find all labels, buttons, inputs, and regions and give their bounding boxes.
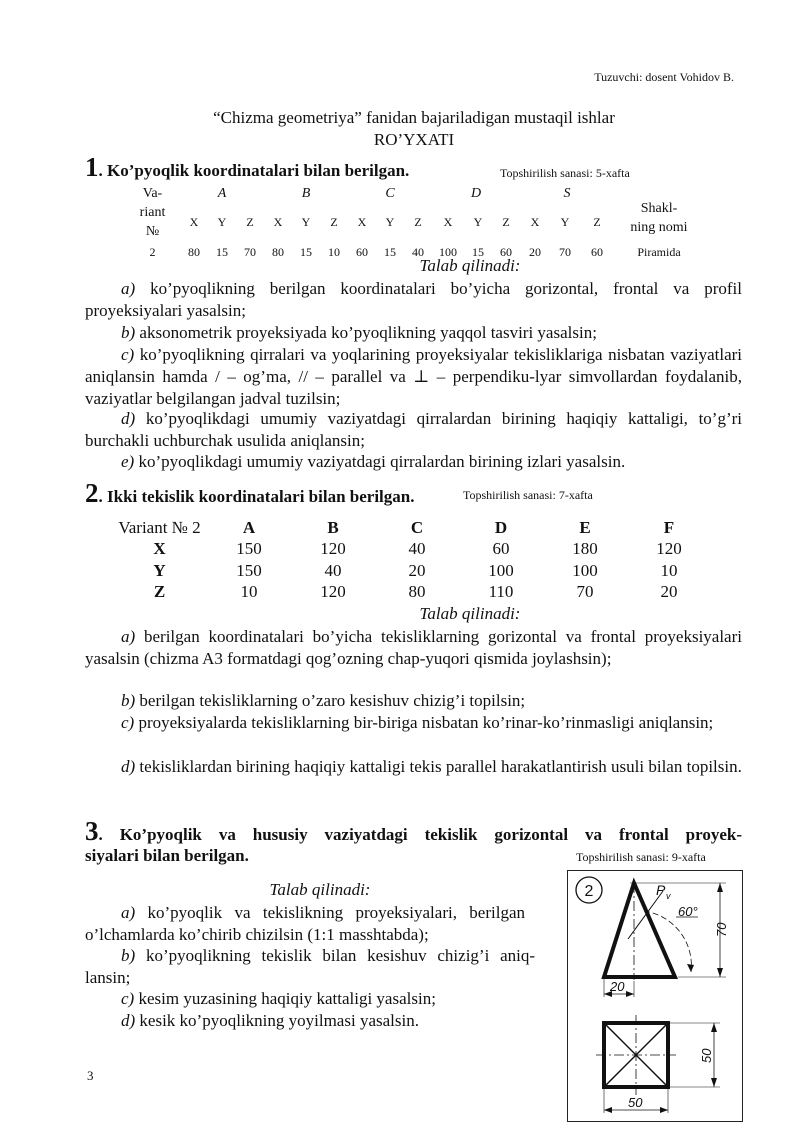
column-header: F	[663, 517, 675, 537]
table-header-row	[112, 517, 711, 539]
table-cell: 100	[572, 560, 598, 580]
section3-item-b: b) ko’pyoqlikning tekislik bilan kesishuv chizig’i aniq-lansin;	[85, 946, 535, 987]
section2-item-c: c) proyeksiyalarda tekisliklarning bir-biriga nisbatan ko’rinar-ko’rinmasligi aniqlansin;	[121, 713, 714, 732]
section2-number: 2	[85, 478, 99, 508]
shape-value: Piramida	[637, 244, 681, 259]
table-cell: 70	[244, 244, 256, 259]
section3-item-a: a) ko’pyoqlik va tekislikning proyeksiyalari, berilgan o’lchamlarda ko’chirib chizilsin (1:1 masshtabda);	[85, 903, 525, 944]
section1-required: Talab qilinadi:	[419, 256, 521, 275]
bottom-label: 50	[628, 1095, 643, 1110]
table-cell: 60	[492, 539, 510, 559]
section3-title-line1: . Ko’pyoqlik va hususiy vaziyatdagi tekislik gorizontal va frontal proyek-	[98, 825, 742, 844]
column-header: A	[242, 517, 256, 537]
section1-heading	[85, 152, 409, 183]
table-cell: 80	[408, 582, 426, 602]
row-label: Y	[153, 560, 166, 580]
section2-required: Talab qilinadi:	[419, 604, 521, 623]
variant-value: 2	[149, 244, 156, 259]
section2-title: . Ikki tekislik koordinatalari bilan berilgan.	[98, 487, 415, 506]
variant-header: Variant № 2	[118, 517, 201, 537]
section3-deadline: Topshirilish sanasi: 9-xafta	[576, 850, 706, 864]
table-cell: 10	[660, 560, 678, 580]
table-row	[112, 539, 711, 561]
axis-z: Z	[502, 215, 510, 230]
section3-heading-line1	[85, 816, 742, 847]
figure-variant: 2	[584, 883, 594, 900]
point-s-header: S	[563, 186, 571, 202]
section2-deadline: Topshirilish sanasi: 7-xafta	[463, 488, 593, 502]
table-cell: 70	[576, 582, 594, 602]
axis-z: Z	[246, 215, 254, 230]
point-c-header: C	[385, 186, 395, 202]
axis-x: X	[443, 215, 453, 230]
section2-item-d: d) tekisliklardan birining haqiqiy kattaligi tekis parallel harakatlantirish usuli bilan topilsin.	[121, 757, 742, 776]
table-cell: 20	[408, 560, 426, 580]
column-header: B	[327, 517, 339, 537]
pyramid-drawing	[568, 871, 741, 1120]
section1-table	[125, 184, 704, 263]
axis-y: Y	[217, 215, 227, 230]
table-row	[112, 582, 711, 604]
axis-x: X	[189, 215, 199, 230]
section1-title: . Ko’pyoqlik koordinatalari bilan berilgan.	[98, 161, 410, 180]
axis-x: X	[530, 215, 540, 230]
table-cell: 10	[328, 244, 340, 259]
section3-title-line2: siyalari bilan berilgan.	[85, 846, 249, 865]
table-cell: 40	[408, 539, 426, 559]
axis-z: Z	[330, 215, 338, 230]
section3-number: 3	[85, 816, 99, 846]
variant-header: Va- riant №	[139, 186, 166, 239]
author-line: Tuzuvchi: dosent Vohidov B.	[594, 70, 734, 84]
section2-item-a: a) berilgan koordinatalari bo’yicha tekisliklarning gorizontal va frontal proyeksiyalari yasalsin (chizma A3 formatdagi qog’ozning chap-yuqori qismida joylashsin);	[85, 627, 742, 668]
column-header: E	[579, 517, 591, 537]
axis-x: X	[357, 215, 367, 230]
height-label: 70	[714, 922, 729, 937]
table-cell: 20	[660, 582, 678, 602]
table-cell: 180	[572, 539, 598, 559]
section3-item-d: d) kesik ko’pyoqlikning yoyilmasi yasalsin.	[121, 1011, 419, 1030]
section3-item-c: c) kesim yuzasining haqiqiy kattaligi yasalsin;	[121, 989, 436, 1008]
section1-item-b: b) aksonometrik proyeksiyada ko’pyoqlikning yaqqol tasviri yasalsin;	[121, 323, 597, 342]
table-cell: 15	[384, 244, 396, 259]
axis-z: Z	[593, 215, 601, 230]
table-cell: 120	[656, 539, 682, 559]
table-cell: 100	[488, 560, 514, 580]
page-title-line2: RO’YXATI	[373, 130, 455, 149]
table-cell: 60	[356, 244, 368, 259]
shape-header: Shakl- ning nomi	[630, 200, 688, 235]
table-cell: 100	[439, 244, 457, 259]
axis-y: Y	[385, 215, 395, 230]
section1-item-e: e) ko’pyoqlikdagi umumiy vaziyatdagi qirralardan birining izlari yasalsin.	[121, 452, 626, 471]
row-label: X	[153, 539, 166, 559]
table-cell: 15	[472, 244, 484, 259]
table-cell: 120	[320, 582, 346, 602]
point-d-header: D	[470, 186, 482, 202]
table-cell: 150	[236, 539, 262, 559]
table-cell: 20	[529, 244, 541, 259]
side-label: 50	[699, 1048, 714, 1063]
table-cell: 80	[272, 244, 284, 259]
table-cell: 15	[300, 244, 312, 259]
axis-y: Y	[473, 215, 483, 230]
section2-table	[112, 517, 711, 603]
section1-deadline: Topshirilish sanasi: 5-xafta	[500, 166, 630, 180]
table-row	[112, 560, 711, 582]
axis-y: Y	[560, 215, 570, 230]
page-title-line1: “Chizma geometriya” fanidan bajariladigan mustaqil ishlar	[213, 108, 615, 127]
section3-required: Talab qilinadi:	[269, 880, 371, 899]
table-cell: 40	[324, 560, 342, 580]
column-header: D	[494, 517, 508, 537]
plane-sub: v	[666, 891, 671, 901]
table-cell: 150	[236, 560, 262, 580]
table-cell: 60	[591, 244, 603, 259]
section2-item-b: b) berilgan tekisliklarning o’zaro kesishuv chizig’i topilsin;	[121, 691, 526, 710]
table-cell: 120	[320, 539, 346, 559]
axis-x: X	[273, 215, 283, 230]
column-header: C	[410, 517, 424, 537]
table-cell: 40	[412, 244, 424, 259]
table-cell: 80	[188, 244, 200, 259]
row-label: Z	[153, 582, 166, 602]
table-cell: 15	[216, 244, 228, 259]
angle-label: 60°	[678, 904, 698, 919]
section3-figure	[567, 870, 743, 1122]
table-cell: 10	[240, 582, 258, 602]
section1-item-c: c) ko’pyoqlikning qirralari va yoqlarining proyeksiyalar tekisliklariga nisbatan vaziyatlari aniqlansin hamda / – og’ma, // – parallel va ⊥ – perpendiku-lyar simvollardan foydalanib, vaziyatlar belgilangan jadval tuzilsin;	[85, 345, 742, 408]
point-a-header: A	[217, 186, 227, 202]
section1-item-d: d) ko’pyoqlikdagi umumiy vaziyatdagi qirralardan birining haqiqiy kattaligi, to’g’ri burchakli uchburchak usulida aniqlansin;	[85, 409, 742, 450]
axis-z: Z	[414, 215, 422, 230]
section1-item-a: a) ko’pyoqlikning berilgan koordinatalari bo’yicha gorizontal, frontal va profil proyeksiyalari yasalsin;	[85, 279, 742, 320]
table-cell: 70	[559, 244, 571, 259]
section1-number: 1	[85, 152, 99, 182]
section2-heading	[85, 478, 415, 509]
axis-y: Y	[301, 215, 311, 230]
base-label: 20	[610, 979, 625, 994]
plane-label: P	[656, 882, 666, 898]
point-b-header: B	[301, 186, 311, 202]
table-cell: 110	[488, 582, 514, 602]
page-number: 3	[87, 1068, 94, 1083]
table-cell: 60	[500, 244, 512, 259]
